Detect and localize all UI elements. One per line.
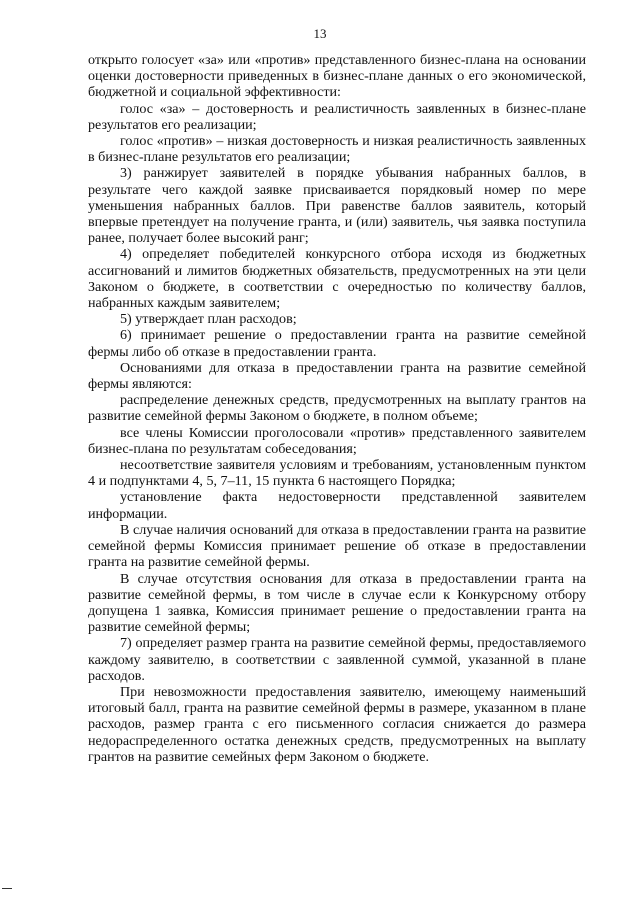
paragraph-ground-vote: все члены Комиссии проголосовали «против» представленного заявителем бизнес-плана по результатам собеседования; — [88, 424, 586, 457]
page-number: 13 — [313, 26, 327, 41]
paragraph-refusal-grounds: Основаниями для отказа в предоставлении гранта на развитие семейной фермы являются: — [88, 359, 586, 393]
scan-edge-mark — [2, 888, 12, 889]
paragraph-reduced-grant: При невозможности предоставления заявителю, имеющему наименьший итоговый балл, гранта на развитие семейной фермы в размере, указанном в плане расходов, размер гранта с его письменного согласия снижается до размера недораспределенного остатка денежных средств, предусмотренных на выплату грантов на развитие семейных ферм Законом о бюджете. — [88, 683, 586, 765]
paragraph-vote-for: голос «за» – достоверность и реалистичность заявленных в бизнес-плане результатов его реализации; — [88, 100, 586, 133]
paragraph-ground-noncompliance: несоответствие заявителя условиям и требованиям, установленным пунктом 4 и подпунктами 4, 5, 7–11, 15 пункта 6 настоящего Порядка; — [88, 457, 586, 490]
paragraph-item-3: 3) ранжирует заявителей в порядке убывания набранных баллов, в результате чего каждой заявке присваивается порядковый номер по мере уменьшения набранных баллов. При равенстве баллов заявитель, который впервые претендует на получение гранта, и (или) заявитель, чья заявка поступила ранее, получает более высокий ранг; — [88, 165, 586, 247]
paragraph-vote-against: голос «против» – низкая достоверность и низкая реалистичность заявленных в бизнес-плане результатов его реализации; — [88, 133, 586, 166]
paragraph-item-5: 5) утверждает план расходов; — [120, 311, 297, 328]
paragraph-item-4: 4) определяет победителей конкурсного отбора исходя из бюджетных ассигнований и лимитов бюджетных обязательств, предусмотренных на эти цели Законом о бюджете, в соответствии с очередностью по количеству баллов, набранных каждым заявителем; — [88, 246, 586, 312]
paragraph-item-6: 6) принимает решение о предоставлении гранта на развитие семейной фермы либо об отказе в предоставлении гранта. — [88, 327, 586, 360]
document-body — [88, 52, 586, 765]
paragraph-refusal-decision: В случае наличия оснований для отказа в предоставлении гранта на развитие семейной фермы Комиссия принимает решение об отказе в предоставлении гранта на развитие семейной фермы. — [88, 521, 586, 571]
paragraph-ground-false-info: установление факта недостоверности представленной заявителем информации. — [88, 489, 586, 522]
paragraph-item-7: 7) определяет размер гранта на развитие семейной фермы, предоставляемого каждому заявителю, в соответствии с заявленной суммой, указанной в плане расходов. — [88, 635, 586, 684]
paragraph-ground-funds: распределение денежных средств, предусмотренных на выплату грантов на развитие семейной фермы Законом о бюджете, в полном объеме; — [88, 392, 586, 425]
paragraph-grant-decision: В случае отсутствия основания для отказа в предоставлении гранта на развитие семейной фермы, в том числе в случае если к Конкурсному отбору допущена 1 заявка, Комиссия принимает решение о предоставлении гранта на развитие семейной фермы; — [88, 570, 586, 636]
paragraph-continuation: открыто голосует «за» или «против» представленного бизнес-плана на основании оценки достоверности приведенных в бизнес-плане данных о его экономической, бюджетной и социальной эффективности: — [88, 52, 586, 101]
